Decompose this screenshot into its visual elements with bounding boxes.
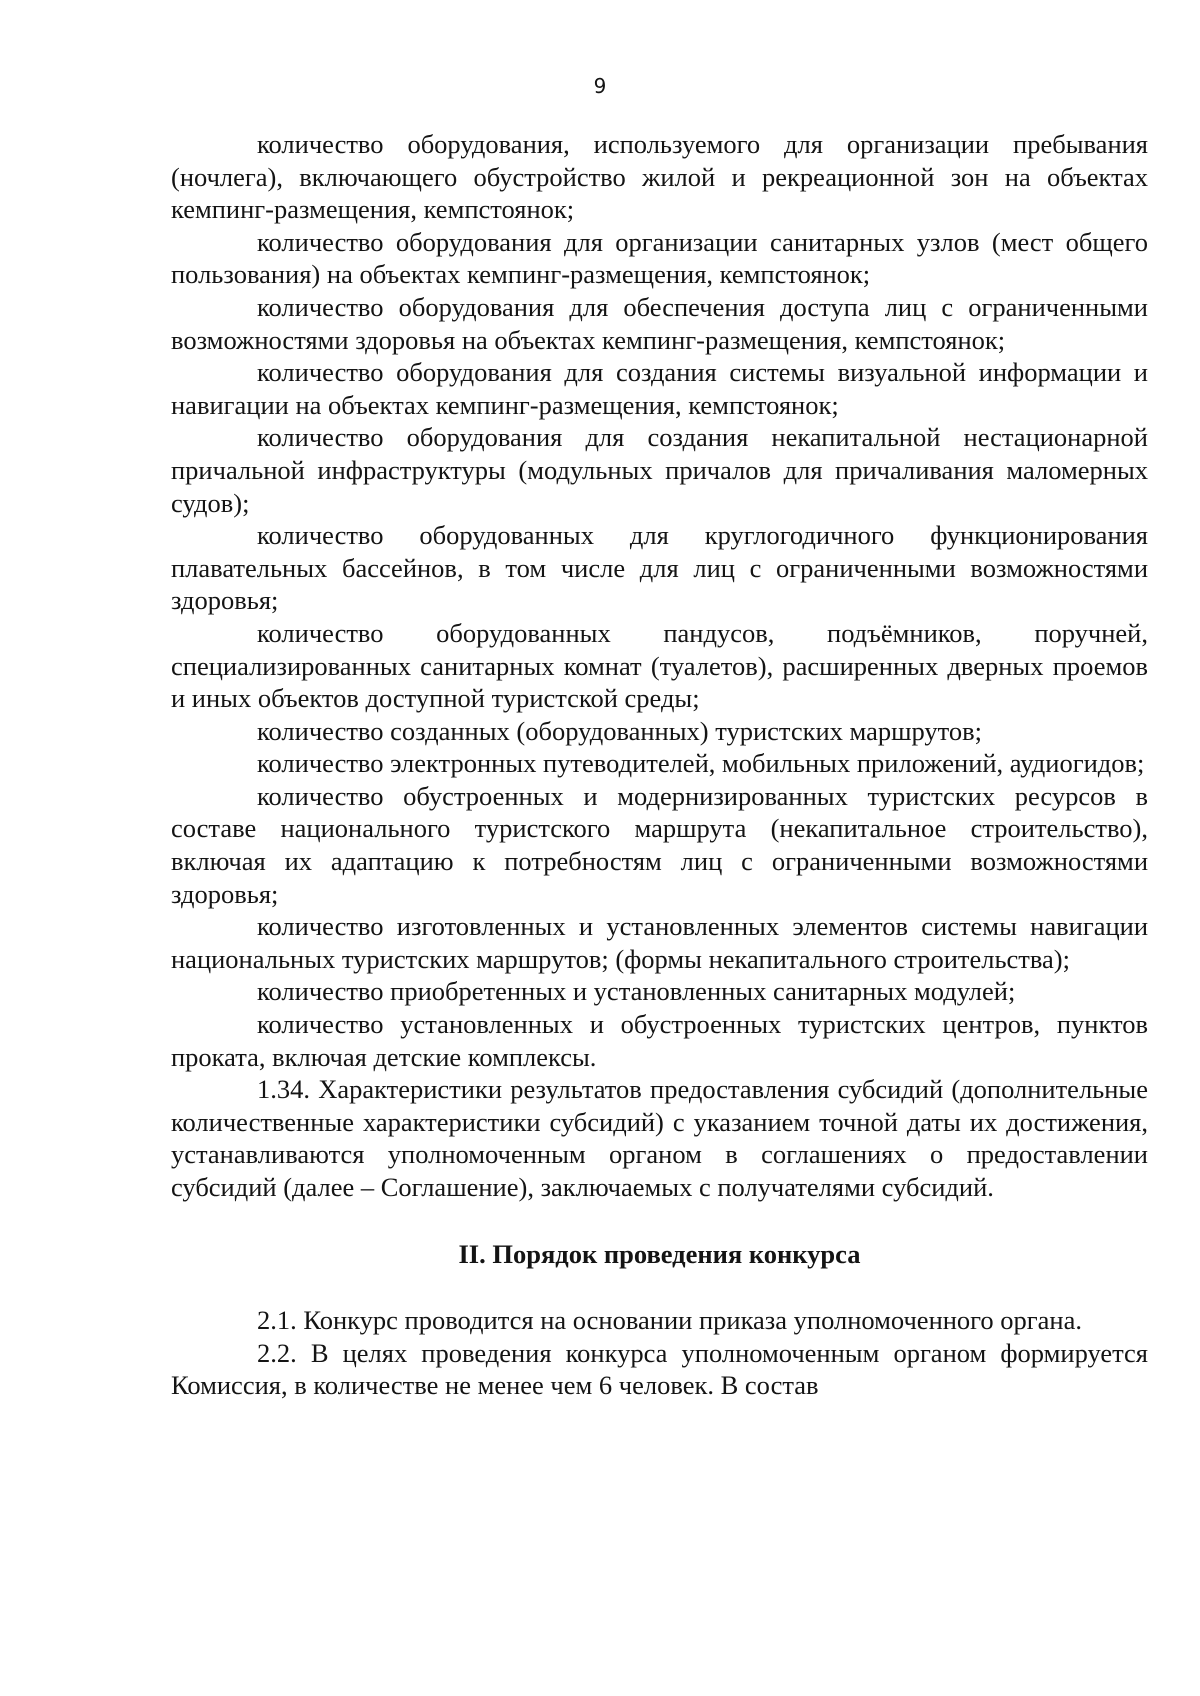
paragraph-tourist-resources: количество обустроенных и модернизированных туристских ресурсов в составе национального туристского маршрута (некапитальное строительство), включая их адаптацию к потребностям лиц с ограниченными возможностями здоровья; [171, 780, 1148, 909]
document-body [171, 128, 1148, 1402]
paragraph-clause-2-2: 2.2. В целях проведения конкурса уполномоченным органом формируется Комиссия, в количестве не менее чем 6 человек. В состав [171, 1337, 1148, 1401]
paragraph-equipment-navigation: количество оборудования для создания системы визуальной информации и навигации на объектах кемпинг-размещения, кемпстоянок; [171, 357, 1148, 420]
paragraph-tourist-centers: количество установленных и обустроенных туристских центров, пунктов проката, включая детские комплексы. [171, 1009, 1148, 1072]
paragraph-ramps-lifts: количество оборудованных пандусов, подъёмников, поручней, специализированных санитарных комнат (туалетов), расширенных дверных проемов и иных объектов доступной туристской среды; [171, 617, 1148, 714]
paragraph-sanitary-modules: количество приобретенных и установленных санитарных модулей; [257, 976, 1016, 1007]
section-heading: II. Порядок проведения конкурса [458, 1238, 861, 1269]
paragraph-clause-2-1: 2.1. Конкурс проводится на основании приказа уполномоченного органа. [257, 1305, 1082, 1336]
paragraph-navigation-elements: количество изготовленных и установленных элементов системы навигации национальных туристских маршрутов; (формы некапитального строительства); [171, 911, 1148, 974]
paragraph-equipment-mooring: количество оборудования для создания некапитальной нестационарной причальной инфраструктуры (модульных причалов для причаливания маломерных судов); [171, 422, 1148, 518]
paragraph-equipment-accessibility: количество оборудования для обеспечения доступа лиц с ограниченными возможностями здоровья на объектах кемпинг-размещения, кемпстоянок; [171, 291, 1148, 355]
paragraph-tourist-routes: количество созданных (оборудованных) туристских маршрутов; [257, 715, 983, 746]
paragraph-equipment-sanitary: количество оборудования для организации санитарных узлов (мест общего пользования) на объектах кемпинг-размещения, кемпстоянок; [171, 226, 1148, 290]
page-number: 9 [593, 74, 607, 98]
paragraph-pools: количество оборудованных для круглогодичного функционирования плавательных бассейнов, в том числе для лиц с ограниченными возможностями здоровья; [171, 520, 1148, 616]
paragraph-electronic-guides: количество электронных путеводителей, мобильных приложений, аудиогидов; [257, 748, 1145, 779]
paragraph-equipment-accommodation: количество оборудования, используемого для организации пребывания (ночлега), включающего обустройство жилой и рекреационной зон на объектах кемпинг-размещения, кемпстоянок; [171, 129, 1148, 225]
paragraph-clause-1-34: 1.34. Характеристики результатов предоставления субсидий (дополнительные количественные характеристики субсидий) с указанием точной даты их достижения, устанавливаются уполномоченным органом в соглашениях о предоставлении субсидий (далее – Соглашение), заключаемых с получателями субсидий. [171, 1074, 1148, 1202]
